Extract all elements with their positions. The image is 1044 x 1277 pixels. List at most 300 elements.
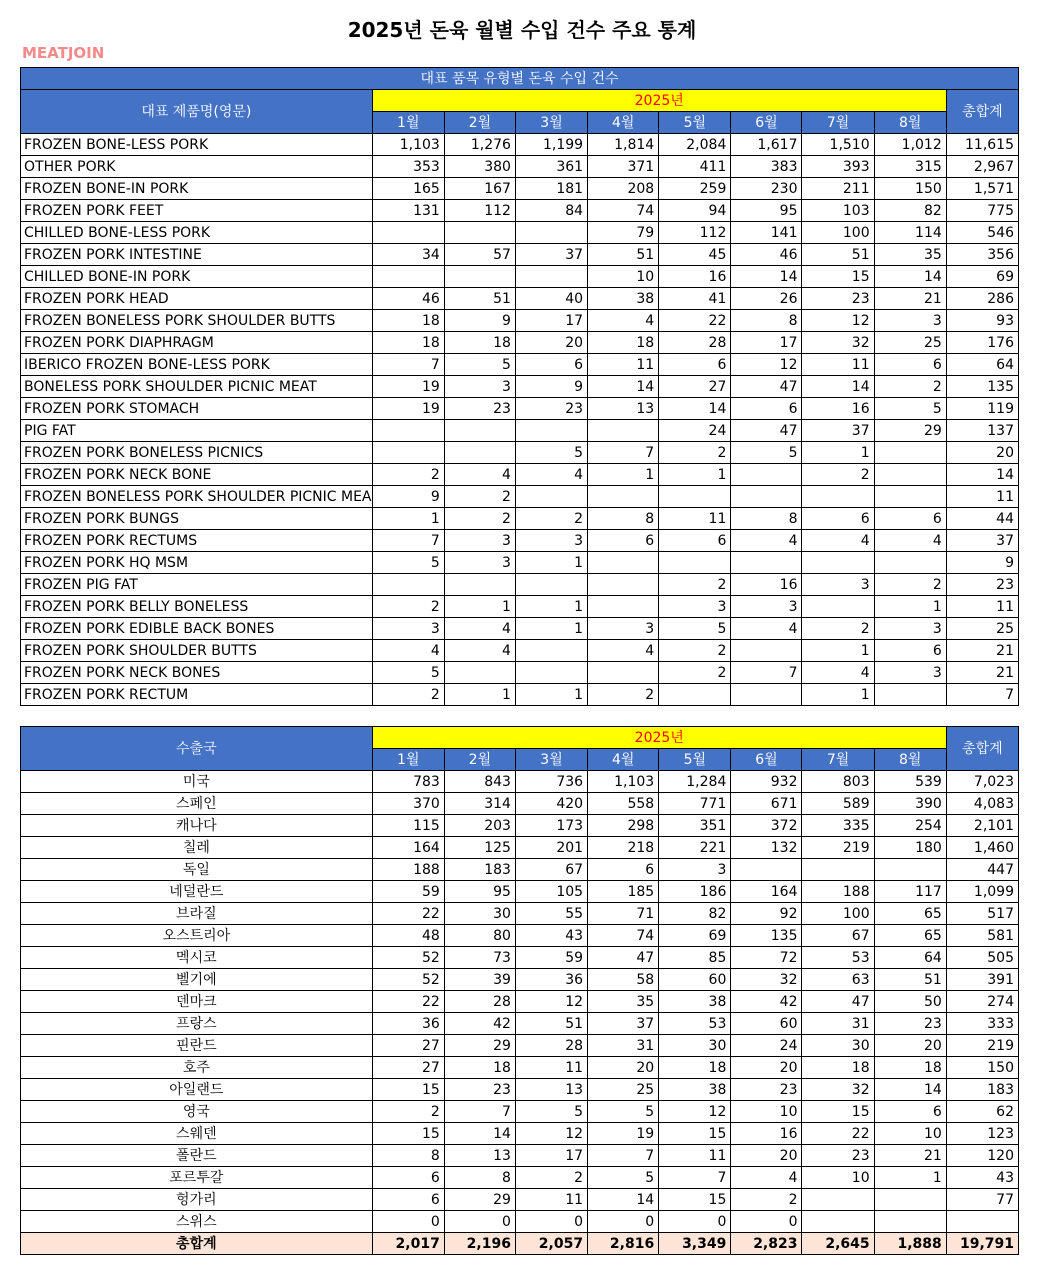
month-value-cell: 15 — [659, 1189, 731, 1211]
month-value-cell — [731, 640, 802, 662]
row-label: FROZEN BONE-LESS PORK — [21, 134, 373, 156]
month-value-cell: 11 — [588, 354, 659, 376]
month-value-cell: 411 — [659, 156, 731, 178]
month-value-cell: 843 — [444, 771, 515, 793]
month-value-cell: 13 — [515, 1079, 587, 1101]
month-value-cell: 5 — [874, 398, 946, 420]
brand-logo: MEATJOIN — [22, 44, 105, 62]
month-value-cell: 335 — [802, 815, 874, 837]
month-value-cell: 2 — [515, 1167, 587, 1189]
month-value-cell: 6 — [802, 508, 874, 530]
month-value-cell: 932 — [731, 771, 802, 793]
month-value-cell: 94 — [659, 200, 731, 222]
row-label: 헝가리 — [21, 1189, 373, 1211]
month-value-cell: 37 — [588, 1013, 659, 1035]
month-value-cell: 180 — [874, 837, 946, 859]
row-label: 벨기에 — [21, 969, 373, 991]
month-value-cell: 8 — [731, 508, 802, 530]
month-value-cell: 5 — [588, 1101, 659, 1123]
month-value-cell: 3 — [588, 618, 659, 640]
table-row — [21, 574, 1019, 596]
row-label: OTHER PORK — [21, 156, 373, 178]
row-label: FROZEN PORK RECTUMS — [21, 530, 373, 552]
month-value-cell: 771 — [659, 793, 731, 815]
month-value-cell: 51 — [444, 288, 515, 310]
table-row — [21, 837, 1019, 859]
month-value-cell: 7 — [372, 354, 444, 376]
month-value-cell: 1,103 — [372, 134, 444, 156]
row-total-cell: 11,615 — [946, 134, 1018, 156]
row-label: FROZEN PORK FEET — [21, 200, 373, 222]
month-value-cell: 59 — [515, 947, 587, 969]
month-value-cell: 22 — [659, 310, 731, 332]
row-label: 스웨덴 — [21, 1123, 373, 1145]
row-label: FROZEN PORK NECK BONE — [21, 464, 373, 486]
month-value-cell — [874, 442, 946, 464]
month-value-cell: 0 — [515, 1211, 587, 1233]
month-value-cell: 4 — [372, 640, 444, 662]
month-value-cell: 15 — [659, 1123, 731, 1145]
month-value-cell: 16 — [731, 574, 802, 596]
month-value-cell: 5 — [588, 1167, 659, 1189]
month-header: 8월 — [874, 112, 946, 134]
month-value-cell: 23 — [444, 398, 515, 420]
grand-total-month-cell: 3,349 — [659, 1233, 731, 1255]
month-value-cell: 181 — [515, 178, 587, 200]
month-value-cell: 47 — [731, 376, 802, 398]
month-value-cell: 6 — [731, 398, 802, 420]
country-table — [20, 726, 1019, 1255]
row-label: 멕시코 — [21, 947, 373, 969]
row-label: BONELESS PORK SHOULDER PICNIC MEAT — [21, 376, 373, 398]
month-value-cell: 6 — [659, 530, 731, 552]
month-header: 7월 — [802, 749, 874, 771]
table-row — [21, 969, 1019, 991]
month-value-cell: 63 — [802, 969, 874, 991]
month-value-cell: 2,084 — [659, 134, 731, 156]
month-value-cell: 14 — [588, 1189, 659, 1211]
month-value-cell — [515, 640, 587, 662]
month-value-cell: 3 — [874, 618, 946, 640]
month-value-cell: 203 — [444, 815, 515, 837]
month-value-cell: 114 — [874, 222, 946, 244]
month-value-cell: 12 — [659, 1101, 731, 1123]
page-title: 2025년 돈육 월별 수입 건수 주요 통계 — [347, 18, 697, 42]
row-label: 미국 — [21, 771, 373, 793]
row-total-cell: 11 — [946, 596, 1018, 618]
table-row — [21, 618, 1019, 640]
month-value-cell: 23 — [874, 1013, 946, 1035]
row-label: 프랑스 — [21, 1013, 373, 1035]
table-row — [21, 530, 1019, 552]
month-value-cell: 4 — [731, 1167, 802, 1189]
month-value-cell: 37 — [515, 244, 587, 266]
row-label: FROZEN PORK DIAPHRAGM — [21, 332, 373, 354]
month-value-cell: 73 — [444, 947, 515, 969]
row-label: FROZEN PORK BUNGS — [21, 508, 373, 530]
month-value-cell: 4 — [444, 640, 515, 662]
grand-total-month-cell: 1,888 — [874, 1233, 946, 1255]
month-value-cell — [588, 486, 659, 508]
month-value-cell: 11 — [659, 508, 731, 530]
month-value-cell: 64 — [874, 947, 946, 969]
month-value-cell: 167 — [444, 178, 515, 200]
month-value-cell — [802, 1211, 874, 1233]
month-value-cell: 50 — [874, 991, 946, 1013]
month-value-cell: 82 — [874, 200, 946, 222]
table-row — [21, 1013, 1019, 1035]
month-value-cell: 20 — [515, 332, 587, 354]
row-total-cell: 546 — [946, 222, 1018, 244]
month-value-cell: 671 — [731, 793, 802, 815]
month-value-cell: 6 — [874, 354, 946, 376]
month-value-cell: 30 — [444, 903, 515, 925]
row-label: 호주 — [21, 1057, 373, 1079]
month-value-cell: 59 — [372, 881, 444, 903]
row-total-cell: 20 — [946, 442, 1018, 464]
row-total-cell: 517 — [946, 903, 1018, 925]
month-value-cell: 27 — [659, 376, 731, 398]
month-value-cell: 390 — [874, 793, 946, 815]
month-value-cell: 1 — [874, 1167, 946, 1189]
month-value-cell: 23 — [515, 398, 587, 420]
month-value-cell: 7 — [444, 1101, 515, 1123]
month-value-cell — [802, 486, 874, 508]
month-value-cell: 32 — [802, 1079, 874, 1101]
month-value-cell: 1,814 — [588, 134, 659, 156]
month-value-cell: 6 — [874, 1101, 946, 1123]
grand-total-month-cell: 2,645 — [802, 1233, 874, 1255]
month-value-cell: 14 — [874, 266, 946, 288]
row-label: FROZEN PORK SHOULDER BUTTS — [21, 640, 373, 662]
month-value-cell: 125 — [444, 837, 515, 859]
month-value-cell: 3 — [515, 530, 587, 552]
month-value-cell: 2 — [372, 684, 444, 706]
month-value-cell: 3 — [731, 596, 802, 618]
month-value-cell — [802, 1189, 874, 1211]
month-value-cell: 7 — [659, 1167, 731, 1189]
row-total-cell: 7,023 — [946, 771, 1018, 793]
month-value-cell: 69 — [659, 925, 731, 947]
month-value-cell: 131 — [372, 200, 444, 222]
month-value-cell: 6 — [372, 1167, 444, 1189]
month-header: 5월 — [659, 749, 731, 771]
month-value-cell — [802, 859, 874, 881]
month-value-cell: 20 — [731, 1057, 802, 1079]
month-value-cell: 3 — [372, 618, 444, 640]
month-header: 5월 — [659, 112, 731, 134]
year-header: 2025년 — [372, 90, 946, 112]
month-header: 2월 — [444, 112, 515, 134]
month-value-cell: 188 — [372, 859, 444, 881]
month-value-cell: 1 — [588, 464, 659, 486]
row-total-cell: 2,101 — [946, 815, 1018, 837]
row-label: 영국 — [21, 1101, 373, 1123]
month-value-cell: 6 — [659, 354, 731, 376]
month-value-cell: 18 — [874, 1057, 946, 1079]
grand-total-month-cell: 2,057 — [515, 1233, 587, 1255]
month-value-cell: 23 — [802, 288, 874, 310]
month-value-cell: 31 — [802, 1013, 874, 1035]
month-value-cell: 6 — [588, 530, 659, 552]
month-value-cell: 1,276 — [444, 134, 515, 156]
month-value-cell: 3 — [444, 552, 515, 574]
table-row — [21, 771, 1019, 793]
month-value-cell — [515, 420, 587, 442]
month-value-cell: 36 — [515, 969, 587, 991]
table-row — [21, 925, 1019, 947]
month-value-cell — [874, 1189, 946, 1211]
month-value-cell: 6 — [874, 508, 946, 530]
month-header: 4월 — [588, 112, 659, 134]
month-value-cell: 19 — [588, 1123, 659, 1145]
table-row — [21, 947, 1019, 969]
table-row — [21, 1189, 1019, 1211]
month-value-cell — [444, 420, 515, 442]
row-total-cell: 64 — [946, 354, 1018, 376]
month-value-cell: 51 — [588, 244, 659, 266]
row-label: PIG FAT — [21, 420, 373, 442]
row-total-cell: 7 — [946, 684, 1018, 706]
month-value-cell: 46 — [731, 244, 802, 266]
month-value-cell — [372, 442, 444, 464]
grand-total-row — [21, 1233, 1019, 1255]
month-value-cell: 48 — [372, 925, 444, 947]
table-row — [21, 222, 1019, 244]
month-value-cell: 7 — [731, 662, 802, 684]
total-header: 총합계 — [946, 90, 1018, 134]
month-value-cell: 53 — [659, 1013, 731, 1035]
month-value-cell: 45 — [659, 244, 731, 266]
month-value-cell: 371 — [588, 156, 659, 178]
row-total-cell: 1,571 — [946, 178, 1018, 200]
month-value-cell: 4 — [802, 530, 874, 552]
month-value-cell — [659, 552, 731, 574]
table-row — [21, 991, 1019, 1013]
table-row — [21, 486, 1019, 508]
month-value-cell: 29 — [444, 1189, 515, 1211]
month-value-cell: 20 — [731, 1145, 802, 1167]
month-value-cell: 393 — [802, 156, 874, 178]
month-value-cell: 2 — [372, 596, 444, 618]
month-value-cell: 219 — [802, 837, 874, 859]
row-label: FROZEN BONELESS PORK SHOULDER PICNIC MEA — [21, 486, 373, 508]
table-row — [21, 332, 1019, 354]
row-total-cell: 447 — [946, 859, 1018, 881]
month-value-cell: 100 — [802, 903, 874, 925]
month-value-cell: 27 — [372, 1057, 444, 1079]
month-value-cell: 4 — [731, 530, 802, 552]
row-label: CHILLED BONE-IN PORK — [21, 266, 373, 288]
row-total-cell: 9 — [946, 552, 1018, 574]
month-value-cell: 84 — [515, 200, 587, 222]
table-row — [21, 859, 1019, 881]
month-value-cell: 71 — [588, 903, 659, 925]
month-value-cell: 8 — [588, 508, 659, 530]
row-label: 칠레 — [21, 837, 373, 859]
month-value-cell: 25 — [588, 1079, 659, 1101]
month-value-cell: 15 — [372, 1123, 444, 1145]
table-row — [21, 288, 1019, 310]
month-value-cell: 1 — [515, 596, 587, 618]
month-value-cell: 74 — [588, 925, 659, 947]
month-value-cell: 188 — [802, 881, 874, 903]
month-value-cell: 112 — [659, 222, 731, 244]
row-label: IBERICO FROZEN BONE-LESS PORK — [21, 354, 373, 376]
month-value-cell — [515, 266, 587, 288]
month-value-cell: 2 — [802, 464, 874, 486]
month-value-cell: 383 — [731, 156, 802, 178]
month-value-cell: 39 — [444, 969, 515, 991]
month-value-cell: 16 — [802, 398, 874, 420]
row-total-cell: 286 — [946, 288, 1018, 310]
month-value-cell: 19 — [372, 398, 444, 420]
table-row — [21, 266, 1019, 288]
month-value-cell — [588, 662, 659, 684]
month-value-cell: 24 — [731, 1035, 802, 1057]
month-value-cell: 30 — [659, 1035, 731, 1057]
month-value-cell: 1 — [515, 552, 587, 574]
row-label: FROZEN PORK BELLY BONELESS — [21, 596, 373, 618]
month-value-cell — [731, 486, 802, 508]
month-value-cell: 21 — [874, 1145, 946, 1167]
month-value-cell: 2 — [874, 376, 946, 398]
month-value-cell — [444, 266, 515, 288]
month-value-cell: 4 — [588, 310, 659, 332]
month-value-cell: 41 — [659, 288, 731, 310]
month-value-cell: 10 — [588, 266, 659, 288]
month-value-cell: 55 — [515, 903, 587, 925]
month-value-cell: 37 — [802, 420, 874, 442]
month-value-cell: 22 — [802, 1123, 874, 1145]
month-value-cell: 95 — [731, 200, 802, 222]
month-value-cell: 0 — [731, 1211, 802, 1233]
month-value-cell: 47 — [802, 991, 874, 1013]
month-value-cell: 185 — [588, 881, 659, 903]
month-header: 6월 — [731, 749, 802, 771]
month-header: 8월 — [874, 749, 946, 771]
month-value-cell: 1,284 — [659, 771, 731, 793]
row-label: FROZEN PORK INTESTINE — [21, 244, 373, 266]
row-total-cell: 581 — [946, 925, 1018, 947]
month-value-cell: 20 — [588, 1057, 659, 1079]
month-value-cell: 11 — [515, 1057, 587, 1079]
month-value-cell: 2 — [659, 640, 731, 662]
month-value-cell: 67 — [802, 925, 874, 947]
month-value-cell: 58 — [588, 969, 659, 991]
month-value-cell — [515, 486, 587, 508]
month-value-cell — [731, 684, 802, 706]
month-value-cell: 0 — [588, 1211, 659, 1233]
month-value-cell: 65 — [874, 903, 946, 925]
month-value-cell: 2 — [659, 662, 731, 684]
table-row — [21, 354, 1019, 376]
month-value-cell — [515, 574, 587, 596]
month-value-cell: 164 — [372, 837, 444, 859]
month-value-cell: 10 — [802, 1167, 874, 1189]
grand-total-month-cell: 2,823 — [731, 1233, 802, 1255]
table-row — [21, 1123, 1019, 1145]
month-value-cell: 14 — [444, 1123, 515, 1145]
table-row — [21, 596, 1019, 618]
row-label: FROZEN PORK HQ MSM — [21, 552, 373, 574]
month-value-cell: 3 — [659, 596, 731, 618]
month-value-cell: 420 — [515, 793, 587, 815]
month-value-cell — [444, 662, 515, 684]
month-value-cell: 1 — [802, 442, 874, 464]
month-value-cell: 6 — [372, 1189, 444, 1211]
month-value-cell: 67 — [515, 859, 587, 881]
month-value-cell: 79 — [588, 222, 659, 244]
month-value-cell: 22 — [372, 991, 444, 1013]
row-total-cell: 1,460 — [946, 837, 1018, 859]
month-value-cell: 5 — [731, 442, 802, 464]
month-value-cell: 380 — [444, 156, 515, 178]
table-row — [21, 684, 1019, 706]
month-value-cell: 80 — [444, 925, 515, 947]
row-label: FROZEN PORK BONELESS PICNICS — [21, 442, 373, 464]
month-value-cell: 51 — [874, 969, 946, 991]
month-value-cell: 23 — [444, 1079, 515, 1101]
month-value-cell: 2 — [372, 1101, 444, 1123]
month-value-cell: 6 — [874, 640, 946, 662]
month-value-cell — [372, 222, 444, 244]
month-value-cell: 1,103 — [588, 771, 659, 793]
month-value-cell: 0 — [372, 1211, 444, 1233]
month-value-cell: 186 — [659, 881, 731, 903]
row-label: 브라질 — [21, 903, 373, 925]
month-value-cell: 11 — [659, 1145, 731, 1167]
month-value-cell: 1 — [444, 684, 515, 706]
product-type-table — [20, 67, 1019, 706]
month-value-cell: 32 — [802, 332, 874, 354]
month-value-cell: 0 — [444, 1211, 515, 1233]
month-value-cell: 23 — [731, 1079, 802, 1101]
month-value-cell: 100 — [802, 222, 874, 244]
row-total-cell: 37 — [946, 530, 1018, 552]
month-value-cell: 1,617 — [731, 134, 802, 156]
month-value-cell: 183 — [444, 859, 515, 881]
month-value-cell: 150 — [874, 178, 946, 200]
month-value-cell — [372, 266, 444, 288]
month-value-cell: 315 — [874, 156, 946, 178]
month-value-cell: 17 — [731, 332, 802, 354]
month-value-cell: 12 — [802, 310, 874, 332]
month-value-cell: 370 — [372, 793, 444, 815]
month-value-cell — [515, 662, 587, 684]
row-total-cell: 119 — [946, 398, 1018, 420]
month-value-cell: 15 — [372, 1079, 444, 1101]
month-value-cell: 29 — [874, 420, 946, 442]
month-value-cell — [874, 552, 946, 574]
month-value-cell: 18 — [444, 1057, 515, 1079]
month-value-cell: 18 — [444, 332, 515, 354]
month-value-cell: 5 — [515, 442, 587, 464]
month-value-cell: 783 — [372, 771, 444, 793]
month-header: 1월 — [372, 749, 444, 771]
row-total-cell: 25 — [946, 618, 1018, 640]
month-value-cell — [588, 420, 659, 442]
table-row — [21, 815, 1019, 837]
month-value-cell — [659, 486, 731, 508]
month-value-cell: 27 — [372, 1035, 444, 1057]
month-value-cell — [372, 420, 444, 442]
row-total-cell: 356 — [946, 244, 1018, 266]
month-value-cell: 14 — [802, 376, 874, 398]
row-label: 캐나다 — [21, 815, 373, 837]
month-value-cell: 3 — [444, 530, 515, 552]
month-value-cell: 1 — [515, 684, 587, 706]
